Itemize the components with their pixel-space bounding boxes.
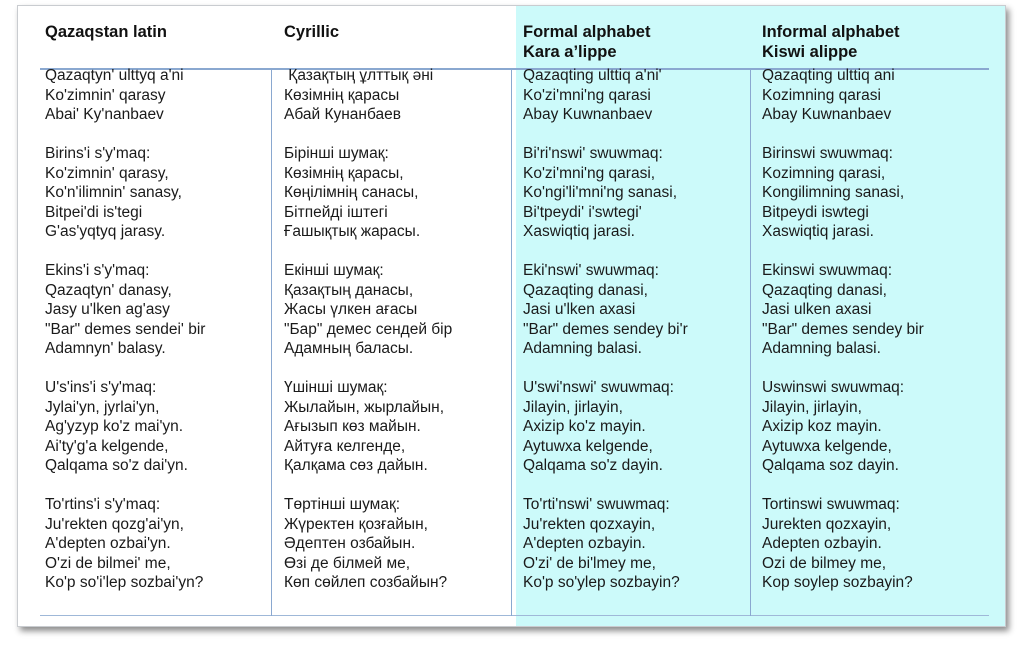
stanza [284, 378, 452, 476]
verse-line: Adamnyn' balasy. [45, 340, 166, 357]
verse-line: Адамның баласы. [284, 340, 414, 357]
verse-line: Ko'n'ilimnin' sanasy, [45, 184, 182, 201]
verse-line: Көп сөйлеп созбайын? [284, 574, 448, 591]
verse-line: Bitpei'di is'tegi [45, 203, 143, 221]
column-qazaqstan-latin [45, 22, 205, 612]
verse-line: "Bar" demes sendey bi'r [523, 320, 688, 338]
verse-line: "Bar" demes sendei' bir [45, 320, 206, 338]
verse-line: G'as'yqtyq jarasy. [45, 223, 166, 240]
verse-line: Ko'zi'mni'ng qarasi, [523, 164, 656, 182]
verse-line: Abay Kuwnanbaev [762, 106, 892, 123]
verse-line: Uswinswi swuwmaq: [762, 379, 905, 396]
verse-line: Jasi u'lken axasi [523, 301, 636, 318]
verse-line: Qazaqtyn' ulttyq a'ni [45, 67, 184, 84]
title-block [284, 66, 452, 125]
verse-line: Eki'nswi' swuwmaq: [523, 262, 659, 279]
verse-line: Kop soylep sozbayin? [762, 574, 913, 591]
column-body [284, 66, 452, 593]
verse-line: A'depten ozbai'yn. [45, 535, 171, 552]
column-formal-alphabet [523, 22, 688, 612]
verse-line: To'rtins'i s'y'maq: [45, 496, 161, 513]
verse-line: Aytuwxa kelgende, [762, 437, 892, 455]
verse-line: Жасы үлкен ағасы [284, 301, 418, 318]
verse-line: Бітпейді іштегі [284, 203, 388, 221]
title-block [762, 66, 924, 125]
stanza [45, 144, 205, 242]
verse-line: Qazaqting danasi, [762, 281, 887, 299]
column-body [762, 66, 924, 593]
verse-line: Tortinswi swuwmaq: [762, 496, 900, 513]
stanza [762, 261, 924, 359]
verse-line: Ko'zimnin' qarasy [45, 86, 166, 104]
verse-line: O'zi de bilmei' me, [45, 554, 171, 572]
verse-line: Adepten ozbayin. [762, 535, 882, 552]
column-divider-3 [750, 69, 751, 616]
verse-line: Үшінші шумақ: [284, 379, 388, 396]
column-header-line: Kiswi alippe [762, 43, 858, 61]
verse-line: Көңілімнің санасы, [284, 184, 419, 201]
title-block [523, 66, 688, 125]
verse-line: Қазақтың данасы, [284, 281, 414, 299]
bottom-divider [40, 615, 989, 616]
verse-line: Өзі де білмей ме, [284, 554, 411, 572]
column-header [762, 22, 924, 66]
verse-line: Jasi ulken axasi [762, 301, 872, 318]
verse-line: Ju'rekten qozg'ai'yn, [45, 515, 184, 533]
verse-line: Екінші шумақ: [284, 262, 384, 279]
verse-line: Adamning balasi. [523, 340, 642, 357]
stanza [523, 495, 688, 593]
stanza [45, 495, 205, 593]
verse-line: "Bar" demes sendey bir [762, 320, 924, 338]
column-cyrillic [284, 22, 452, 612]
verse-line: Aytuwxa kelgende, [523, 437, 653, 455]
verse-line: Adamning balasi. [762, 340, 881, 357]
verse-line: Ko'zimnin' qarasy, [45, 164, 169, 182]
verse-line: Абай Кунанбаев [284, 106, 401, 123]
column-divider-1 [271, 69, 272, 616]
verse-line: Бірінші шумақ: [284, 145, 389, 162]
verse-line: Bitpeydi iswtegi [762, 203, 869, 221]
verse-line: Jurekten qozxayin, [762, 515, 892, 533]
verse-line: Әдептен озбайын. [284, 535, 416, 552]
verse-line: Ag'yzyp ko'z mai'yn. [45, 418, 184, 435]
verse-line: Birinswi swuwmaq: [762, 145, 893, 162]
verse-line: Kongilimning sanasi, [762, 184, 905, 201]
verse-line: Kozimning qarasi [762, 86, 881, 104]
verse-line: Қалқама сөз дайын. [284, 457, 428, 474]
column-header-line: Qazaqstan latin [45, 23, 167, 41]
stanza [45, 261, 205, 359]
column-body [45, 66, 205, 593]
verse-line: Жүректен қозғайын, [284, 515, 428, 533]
verse-line: Көзімнің қарасы, [284, 164, 404, 182]
verse-line: Xaswiqtiq jarasi. [762, 223, 874, 240]
verse-line: "Бар" демес сендей бір [284, 320, 453, 338]
stanza [284, 495, 452, 593]
column-header-line: Informal alphabet [762, 23, 900, 41]
verse-line: Jasy u'lken ag'asy [45, 301, 170, 318]
verse-line: Айтуға келгенде, [284, 437, 406, 455]
verse-line: Jilayin, jirlayin, [523, 398, 623, 416]
verse-line: A'depten ozbayin. [523, 535, 646, 552]
verse-line: Qazaqting ulttiq ani [762, 67, 895, 84]
verse-line: Ko'p so'ylep sozbayin? [523, 574, 680, 591]
verse-line: Bi'tpeydi' i'swtegi' [523, 203, 642, 221]
verse-line: Kozimning qarasi, [762, 164, 886, 182]
verse-line: Jylai'yn, jyrlai'yn, [45, 398, 160, 416]
stanza [762, 378, 924, 476]
verse-line: Qazaqtyn' danasy, [45, 281, 172, 299]
stanza [523, 261, 688, 359]
document-frame [17, 5, 1006, 627]
verse-line: Abay Kuwnanbaev [523, 106, 653, 123]
verse-line: Qazaqting ulttiq a'ni' [523, 67, 662, 84]
column-divider-2 [511, 69, 512, 616]
verse-line: U's'ins'i s'y'maq: [45, 379, 157, 396]
verse-line: Жылайын, жырлайын, [284, 398, 445, 416]
verse-line: Qalqama soz dayin. [762, 457, 899, 474]
verse-line: Ekins'i s'y'maq: [45, 262, 150, 279]
column-body [523, 66, 688, 593]
verse-line: Jilayin, jirlayin, [762, 398, 862, 416]
column-header [523, 22, 688, 66]
stanza [523, 378, 688, 476]
column-header-line: Kara a’lippe [523, 43, 617, 61]
verse-line: U'swi'nswi' swuwmaq: [523, 379, 674, 396]
verse-line: Ai'ty'g'a kelgende, [45, 437, 169, 455]
stanza [284, 144, 452, 242]
verse-line: Xaswiqtiq jarasi. [523, 223, 635, 240]
column-header-line: Cyrillic [284, 23, 340, 41]
column-informal-alphabet [762, 22, 924, 612]
verse-line: Qalqama so'z dayin. [523, 457, 663, 474]
column-header [45, 22, 205, 66]
verse-line: Ko'ngi'li'mni'ng sanasi, [523, 184, 678, 201]
verse-line: Axizip koz mayin. [762, 418, 882, 435]
title-block [45, 66, 205, 125]
verse-line: Ағызып көз майын. [284, 418, 421, 435]
verse-line: Qalqama so'z dai'yn. [45, 457, 188, 474]
verse-line: Төртінші шумақ: [284, 496, 401, 513]
verse-line: Ozi de bilmey me, [762, 554, 887, 572]
stanza [284, 261, 452, 359]
verse-line: Ju'rekten qozxayin, [523, 515, 656, 533]
verse-line: Bi'ri'nswi' swuwmaq: [523, 145, 663, 162]
verse-line: Axizip ko'z mayin. [523, 418, 646, 435]
verse-line: Ekinswi swuwmaq: [762, 262, 893, 279]
stanza [523, 144, 688, 242]
stanza [762, 144, 924, 242]
column-header-line: Formal alphabet [523, 23, 651, 41]
verse-line: Ko'p so'i'lep sozbai'yn? [45, 574, 204, 591]
stanza [45, 378, 205, 476]
verse-line: Ғашықтық жарасы. [284, 223, 421, 240]
verse-line: O'zi' de bi'lmey me, [523, 554, 656, 572]
verse-line: Abai' Ky'nanbaev [45, 106, 164, 123]
verse-line: To'rti'nswi' swuwmaq: [523, 496, 670, 513]
verse-line: Qazaqting danasi, [523, 281, 648, 299]
stanza [762, 495, 924, 593]
verse-line: Көзімнің қарасы [284, 86, 400, 104]
verse-line: Birins'i s'y'maq: [45, 145, 151, 162]
verse-line: Қазақтың ұлттық әні [284, 67, 434, 84]
verse-line: Ko'zi'mni'ng qarasi [523, 86, 651, 104]
column-header [284, 22, 452, 66]
